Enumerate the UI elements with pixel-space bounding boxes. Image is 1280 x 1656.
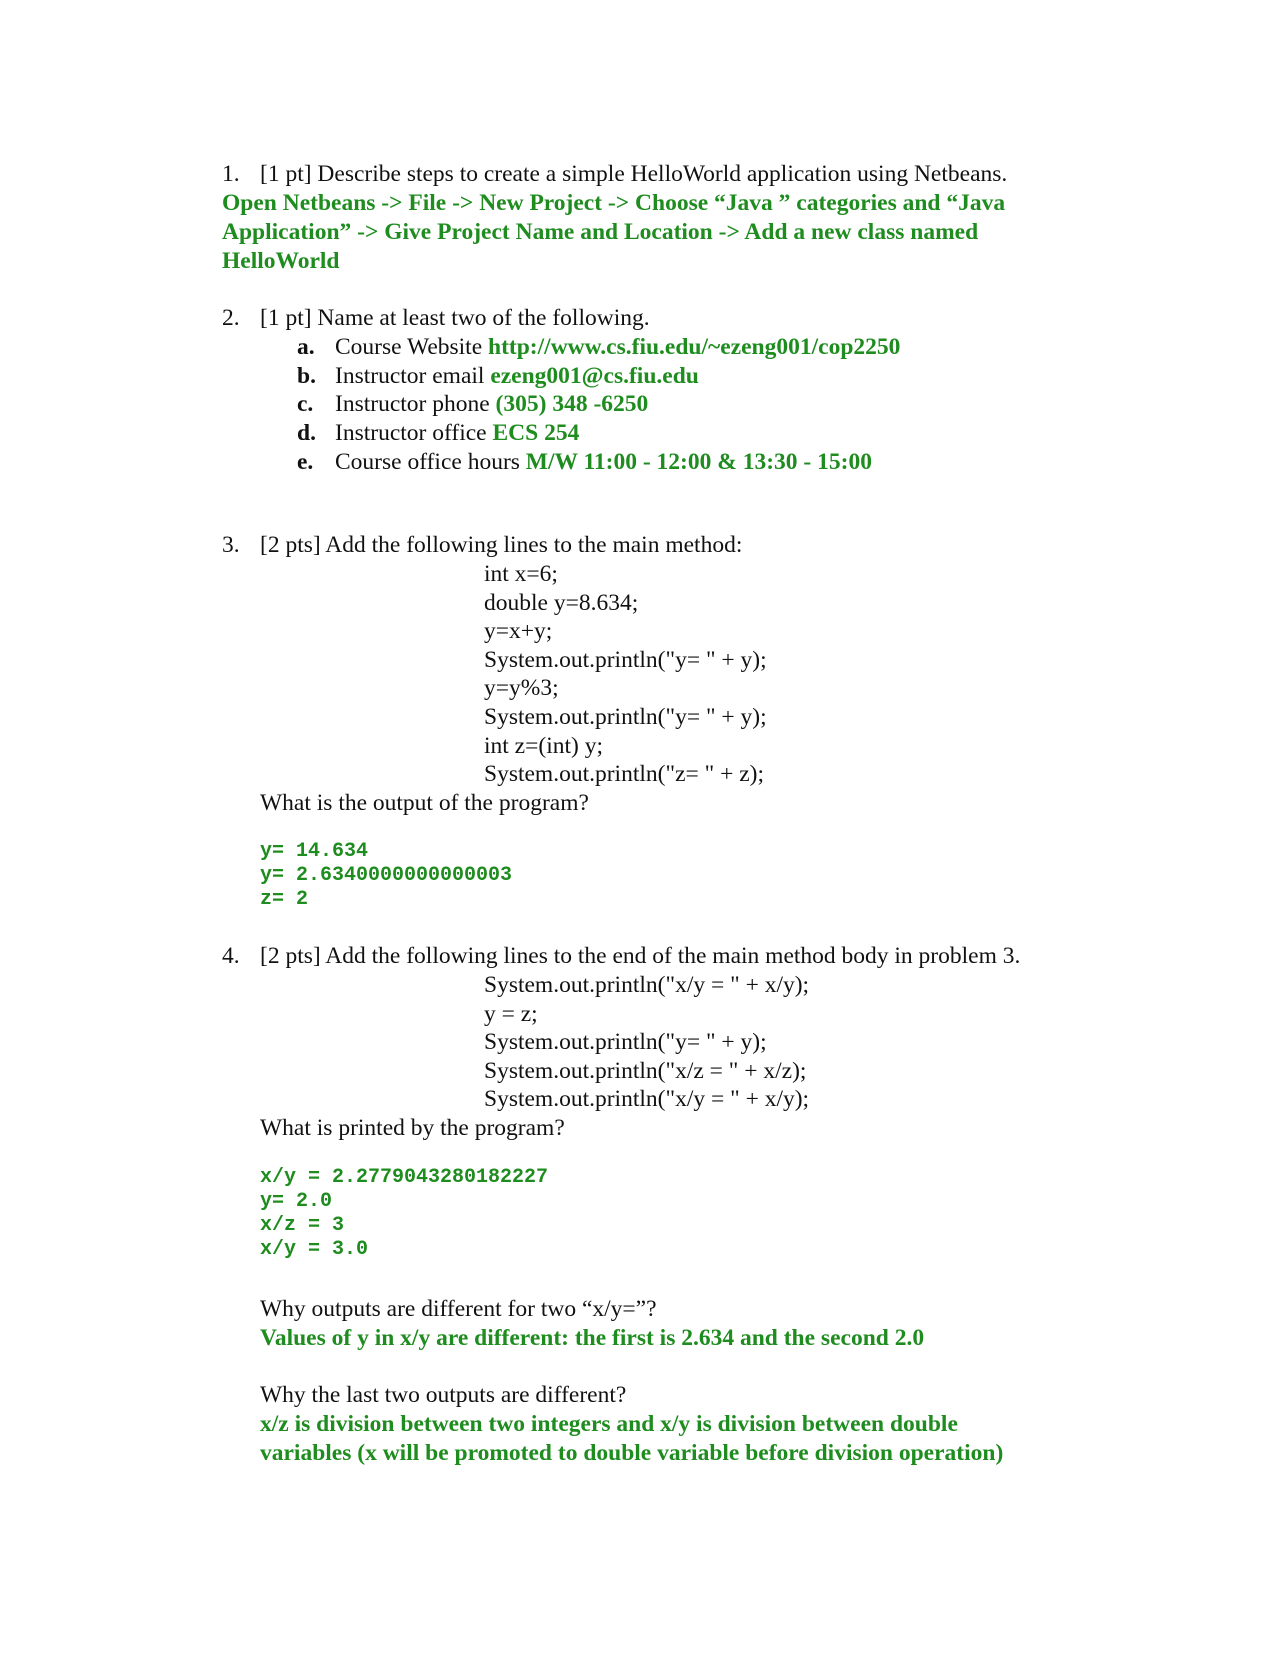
q2-number: 2. [222, 305, 240, 331]
code-line: y=y%3; [484, 675, 559, 702]
code-line: System.out.println("x/y = " + x/y); [484, 972, 810, 998]
course-website-link[interactable]: http://www.cs.fiu.edu/~ezeng001/cop2250 [488, 334, 901, 360]
q2-item-label: Instructor office [335, 420, 493, 446]
q2-item-a [297, 333, 900, 361]
output-line: x/y = 3.0 [260, 1238, 369, 1261]
output-line: z= 2 [260, 888, 309, 911]
q3-code-block [484, 560, 767, 789]
q2-item-letter: c. [297, 391, 314, 417]
q3-question: What is the output of the program? [260, 790, 589, 816]
q3-text: [2 pts] Add the following lines to the main method: [260, 532, 743, 558]
code-line: double y=8.634; [484, 589, 639, 616]
q2-item-label: Instructor phone [335, 391, 496, 417]
code-line: int x=6; [484, 561, 558, 587]
q1-answer-line-2: Application” -> Give Project Name and Location -> Add a new class named [222, 219, 979, 245]
code-line: y = z; [484, 1000, 538, 1027]
q1-answer-line-1: Open Netbeans -> File -> New Project -> Choose “Java ” categories and “Java [222, 190, 1006, 216]
output-line: x/z = 3 [260, 1214, 345, 1237]
code-line: y=x+y; [484, 618, 553, 645]
q4-why2-answer-line-1: x/z is division between two integers and x/y is division between double [260, 1411, 958, 1437]
output-line: y= 14.634 [260, 840, 369, 863]
output-line: y= 2.0 [260, 1190, 333, 1213]
q4-why2-answer-line-2: variables (x will be promoted to double variable before division operation) [260, 1440, 1004, 1466]
q2-text: [1 pt] Name at least two of the following. [260, 305, 650, 331]
q3-number: 3. [222, 532, 240, 558]
q2-item-letter: d. [297, 420, 316, 446]
q4-text: [2 pts] Add the following lines to the end of the main method body in problem 3. [260, 943, 1021, 969]
output-line: x/y = 2.2779043280182227 [260, 1166, 549, 1189]
q2-item-e [297, 448, 872, 476]
q2-item-c [297, 390, 648, 418]
q2-item-label: Instructor email [335, 363, 491, 389]
q1-text: [1 pt] Describe steps to create a simple HelloWorld application using Netbeans. [260, 161, 1008, 187]
q4-why1-answer: Values of y in x/y are different: the first is 2.634 and the second 2.0 [260, 1325, 925, 1351]
q1-number: 1. [222, 161, 240, 187]
q2-item-letter: e. [297, 449, 314, 475]
q1-answer-line-3: HelloWorld [222, 248, 340, 274]
code-line: System.out.println("y= " + y); [484, 1029, 767, 1056]
output-line: y= 2.6340000000000003 [260, 864, 513, 887]
q2-item-label: Course Website [335, 334, 489, 360]
q4-why2: Why the last two outputs are different? [260, 1382, 627, 1408]
code-line: System.out.println("x/z = " + x/z); [484, 1057, 807, 1084]
q4-code-block [484, 971, 809, 1114]
q4-output-block [260, 1166, 548, 1262]
q2-item-letter: a. [297, 334, 315, 360]
code-line: int z=(int) y; [484, 732, 603, 759]
q4-question: What is printed by the program? [260, 1115, 565, 1141]
code-line: System.out.println("y= " + y); [484, 703, 767, 730]
code-line: System.out.println("x/y = " + x/y); [484, 1086, 810, 1113]
instructor-phone: (305) 348 -6250 [495, 391, 649, 417]
q2-item-label: Course office hours [335, 449, 526, 475]
code-line: System.out.println("y= " + y); [484, 646, 767, 673]
code-line: System.out.println("z= " + z); [484, 761, 765, 788]
q2-item-d [297, 419, 579, 447]
q4-why1: Why outputs are different for two “x/y=”? [260, 1296, 657, 1322]
q3-output-block [260, 840, 512, 912]
office-hours: M/W 11:00 - 12:00 & 13:30 - 15:00 [525, 449, 872, 475]
instructor-email-link[interactable]: ezeng001@cs.fiu.edu [490, 363, 699, 389]
q4-number: 4. [222, 943, 240, 969]
instructor-office: ECS 254 [492, 420, 580, 446]
q2-item-letter: b. [297, 363, 316, 389]
q2-item-b [297, 362, 699, 390]
